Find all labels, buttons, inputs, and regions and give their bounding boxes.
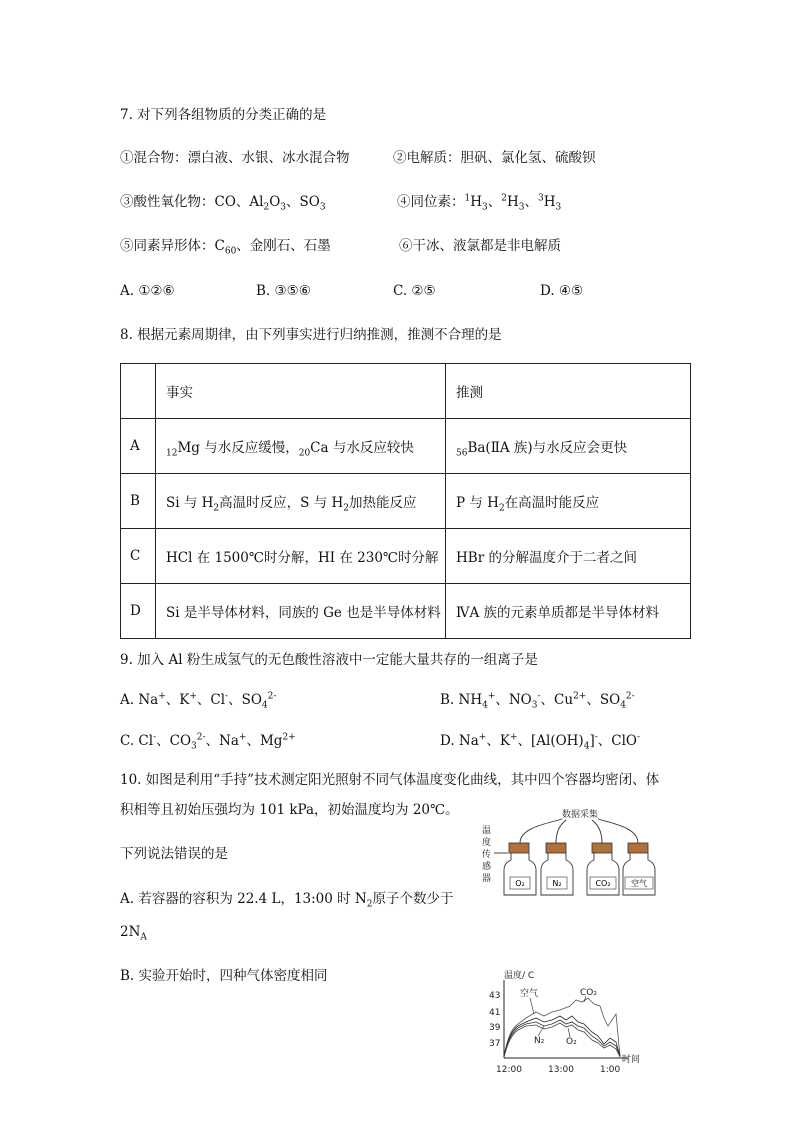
sensor-char: 度 [482, 838, 492, 848]
temperature-graph [478, 966, 653, 1076]
gas-label: O₂ [515, 879, 525, 888]
row-guess: ⅣA 族的元素单质都是半导体材料 [446, 584, 691, 639]
y-tick: 43 [489, 991, 501, 1001]
row-fact: Si 与 $H_2$高温时反应，S 与 $H_2$加热能反应 [156, 474, 446, 529]
x-tick: 13:00 [548, 1065, 574, 1075]
q7-option-d[interactable]: D. ④⑤ [540, 283, 584, 299]
row-guess: P 与 $H_2$在高温时能反应 [446, 474, 691, 529]
table-header-row [121, 364, 691, 419]
q10-stem-line2: 积相等且初始压强均为 101 kPa，初始温度均为 20℃。 [120, 802, 459, 818]
y-tick: 37 [489, 1039, 501, 1049]
q7-item-4: ④同位素：$^1H_3$、$^2H_3$、$^3H_3$ [397, 193, 562, 213]
q7-stem: 7. 对下列各组物质的分类正确的是 [120, 107, 327, 123]
q9-option-b[interactable]: B. $NH_4^+$、$NO_3^-$、$Cu^{2+}$、$SO_4^{2-}$ [440, 691, 635, 711]
row-key: A [121, 419, 156, 474]
row-key: B [121, 474, 156, 529]
table-header-fact: 事实 [156, 364, 446, 419]
row-fact: Si 是半导体材料，同族的 Ge 也是半导体材料 [156, 584, 446, 639]
table-header-guess: 推测 [446, 364, 691, 419]
q7-item-1: ①混合物：漂白液、水银、冰水混合物 [120, 150, 350, 166]
q9-stem: 9. 加入 Al 粉生成氢气的无色酸性溶液中一定能大量共存的一组离子是 [120, 652, 538, 668]
row-key: C [121, 529, 156, 584]
gas-label: 空气 [631, 879, 647, 888]
row-guess: HBr 的分解温度介于二者之间 [446, 529, 691, 584]
curve-air [504, 1016, 620, 1056]
q9-option-a[interactable]: A. Na+、K+、Cl-、$SO_4^{2-}$ [120, 691, 277, 711]
table-row [121, 474, 691, 529]
x-tick: 12:00 [496, 1065, 522, 1075]
bottle-co2 [587, 843, 619, 895]
bottle-air [623, 843, 655, 895]
series-label-co2: CO₂ [580, 988, 597, 998]
q8-table [120, 363, 691, 639]
q10-stem-line1: 10. 如图是利用“手持”技术测定阳光照射不同气体温度变化曲线，其中四个容器均密闭、体 [120, 772, 660, 788]
q7-item-3: ③酸性氧化物：CO、$Al_2O_3$、$SO_3$ [120, 194, 326, 213]
q10-prompt: 下列说法错误的是 [120, 846, 228, 862]
q8-stem: 8. 根据元素周期律，由下列事实进行归纳推测，推测不合理的是 [120, 327, 502, 343]
table-row [121, 529, 691, 584]
q7-option-c[interactable]: C. ②⑤ [393, 283, 436, 299]
sensor-char: 感 [482, 862, 492, 872]
gas-label: CO₂ [595, 879, 611, 888]
q10-option-a-cont: $2N_A$ [120, 924, 147, 943]
table-row [121, 419, 691, 474]
series-label-n2: N₂ [534, 1036, 545, 1046]
x-tick: 1:00 [600, 1065, 621, 1075]
q7-item-2: ②电解质：胆矾、氯化氢、硫酸钡 [393, 150, 596, 166]
curve-o2 [504, 1023, 620, 1057]
gas-label: N₂ [552, 879, 562, 888]
row-key: D [121, 584, 156, 639]
table-row [121, 584, 691, 639]
bottle-o2 [504, 843, 536, 895]
collector-label: 数据采集 [562, 810, 599, 820]
q7-option-b[interactable]: B. ③⑤⑥ [256, 283, 311, 299]
row-fact: HCl 在 1500℃时分解，HI 在 230℃时分解 [156, 529, 446, 584]
y-tick: 39 [489, 1023, 501, 1033]
row-fact: $_{12}$Mg 与水反应缓慢，$_{20}$Ca 与水反应较快 [156, 419, 446, 474]
series-label-o2: O₂ [566, 1037, 577, 1047]
q7-item-6: ⑥干冰、液氯都是非电解质 [399, 238, 561, 254]
sensor-char: 温 [482, 826, 492, 836]
series-label-air: 空气 [520, 989, 539, 999]
q9-option-d[interactable]: D. Na+、K+、$[Al(OH)_4]^-$、ClO- [440, 732, 641, 752]
sensor-char: 器 [482, 874, 492, 884]
apparatus-figure [480, 805, 670, 900]
q10-option-a[interactable]: A. 若容器的容积为 22.4 L，13:00 时 $N_2$原子个数少于 [120, 891, 454, 910]
curve-n2 [504, 1020, 620, 1057]
q10-option-b[interactable]: B. 实验开始时，四种气体密度相同 [120, 968, 328, 984]
row-guess: $_{56}$Ba(ⅡA 族)与水反应会更快 [446, 419, 691, 474]
x-axis-label: 时间 [622, 1055, 641, 1065]
table-cell [121, 364, 156, 419]
q9-option-c[interactable]: C. Cl-、$CO_3^{2-}$、Na+、$Mg^{2+}$ [120, 732, 296, 752]
y-tick: 41 [489, 1008, 501, 1018]
sensor-char: 传 [482, 850, 492, 860]
graph-ylabel: 温度/ C [504, 971, 535, 981]
q7-item-5: ⑤同素异形体：$C_{60}$、金刚石、石墨 [120, 238, 331, 257]
bottle-n2 [541, 843, 573, 895]
q7-option-a[interactable]: A. ①②⑥ [120, 283, 175, 299]
